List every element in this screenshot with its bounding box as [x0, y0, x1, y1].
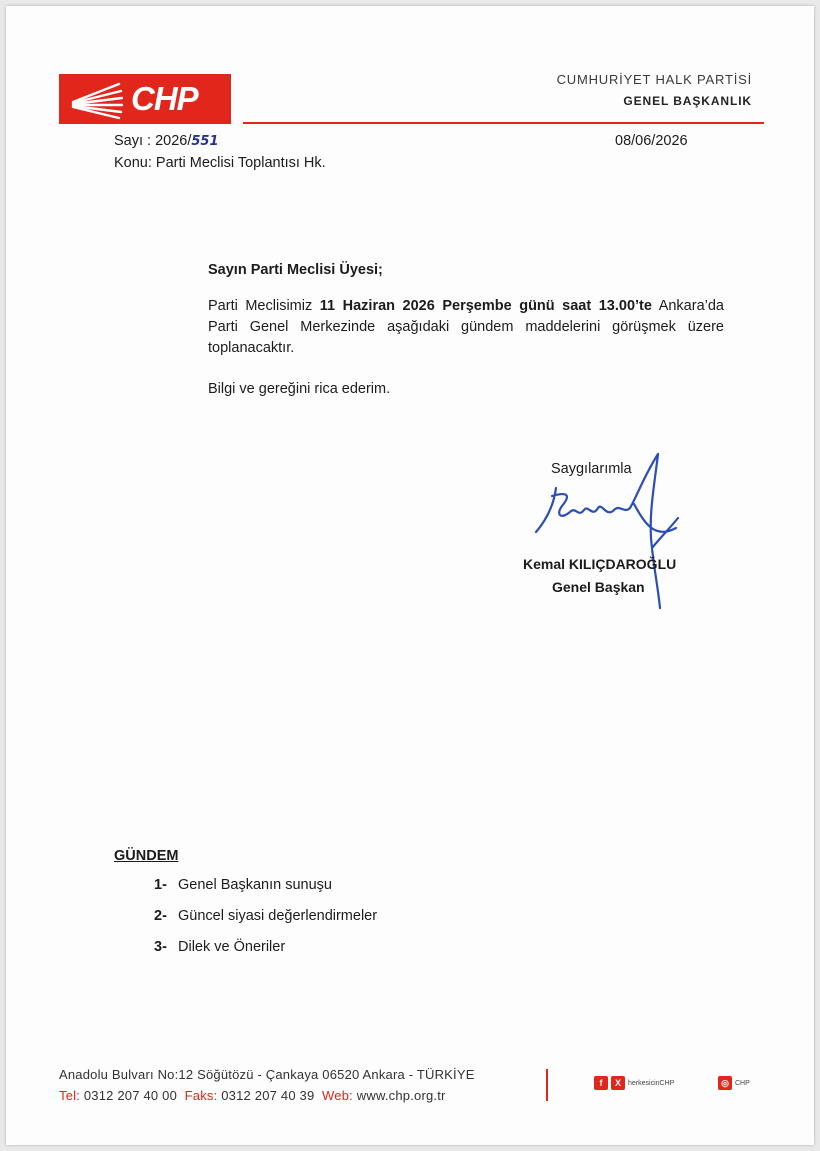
body-text-highlight: 11 Haziran 2026 Perşembe günü saat 13.00’te — [319, 298, 652, 314]
signer-name: Kemal KILIÇDAROĞLU — [523, 556, 677, 572]
letter-date: 08/06/2026 — [615, 133, 688, 149]
agenda-item — [154, 939, 285, 955]
instagram-handle-group — [718, 1076, 750, 1090]
letter-page — [6, 6, 814, 1145]
agenda-item-number: 1- — [154, 877, 167, 893]
footer-divider — [546, 1069, 548, 1101]
facebook-icon: f — [594, 1076, 608, 1090]
signer-title: Genel Başkan — [552, 579, 645, 595]
tel-number: 0312 207 40 00 — [83, 1088, 178, 1103]
closing-line: Bilgi ve gereğini rica ederim. — [208, 381, 391, 397]
fax-label: Faks: — [184, 1088, 218, 1103]
social-handle: herkesicinCHP — [628, 1079, 675, 1087]
organization-department: GENEL BAŞKANLIK — [623, 94, 752, 108]
web-address: www.chp.org.tr — [356, 1088, 446, 1103]
body-text-start: Parti Meclisimiz — [208, 298, 320, 314]
footer-contact — [59, 1088, 446, 1103]
agenda-item-text: Güncel siyasi değerlendirmeler — [178, 908, 378, 924]
header-divider — [243, 122, 764, 124]
instagram-icon: ◎ — [718, 1076, 732, 1090]
instagram-handle: CHP — [735, 1079, 750, 1087]
reference-number-label: Sayı : 2026/ — [114, 133, 192, 149]
footer-address: Anadolu Bulvarı No:12 Söğütözü - Çankaya 06520 Ankara - TÜRKİYE — [59, 1067, 475, 1082]
agenda-item — [154, 908, 377, 924]
chp-logo — [59, 74, 231, 124]
agenda-item-number: 2- — [154, 908, 167, 924]
agenda-item-number: 3- — [154, 939, 167, 955]
body-text-end: Ankara’da Parti Genel Merkezinde aşağıdaki gündem maddelerini görüşmek üzere toplanacaktır. — [208, 298, 724, 356]
fax-number: 0312 207 40 39 — [221, 1088, 315, 1103]
social-handles — [594, 1076, 674, 1090]
agenda-item-text: Dilek ve Öneriler — [178, 939, 286, 955]
regards-text: Saygılarımla — [551, 461, 632, 477]
tel-label: Tel: — [59, 1088, 81, 1103]
agenda-item-text: Genel Başkanın sunuşu — [178, 877, 332, 893]
x-icon: X — [611, 1076, 625, 1090]
agenda-title: GÜNDEM — [114, 848, 179, 864]
organization-name: CUMHURİYET HALK PARTİSİ — [556, 72, 752, 87]
agenda-item — [154, 877, 332, 893]
letter-body — [208, 296, 724, 359]
web-label: Web: — [322, 1088, 353, 1103]
reference-subject: Konu: Parti Meclisi Toplantısı Hk. — [114, 155, 326, 171]
reference-number — [114, 133, 219, 149]
logo-wordmark: CHP — [131, 80, 198, 117]
handwritten-number: 551 — [191, 134, 219, 149]
salutation: Sayın Parti Meclisi Üyesi; — [208, 262, 383, 278]
